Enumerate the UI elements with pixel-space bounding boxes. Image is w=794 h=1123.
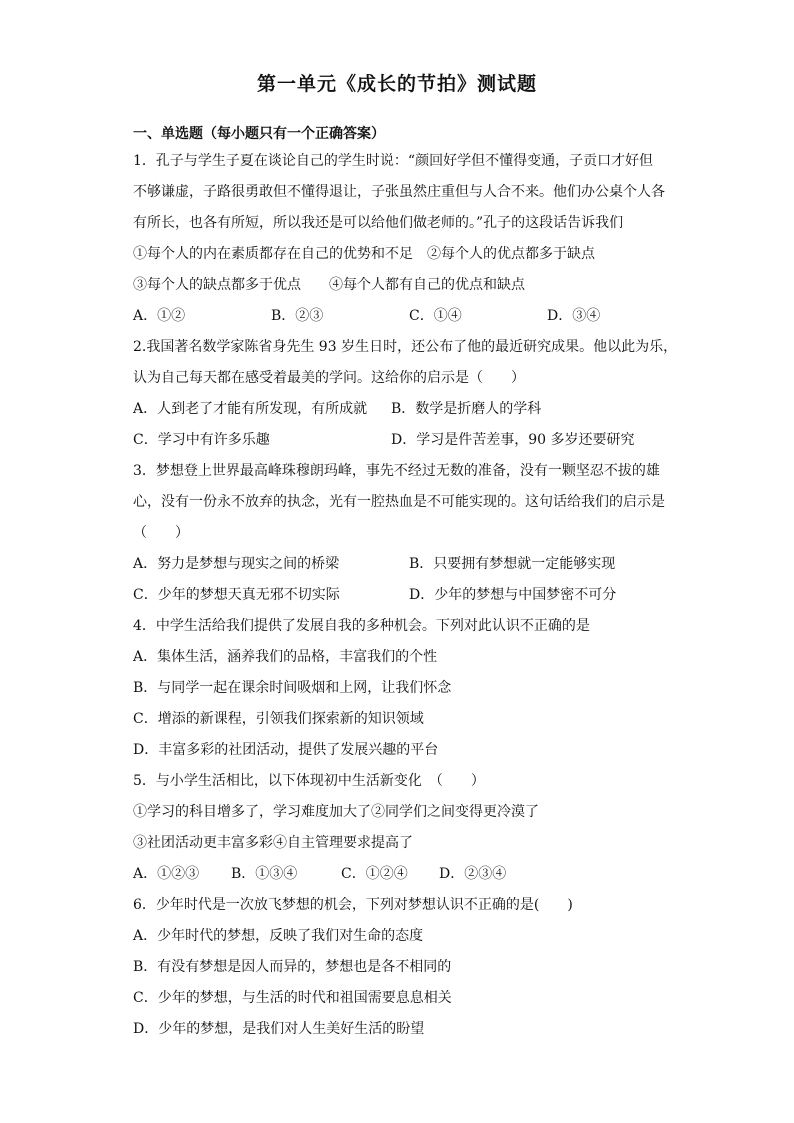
option-d: D．②③④ xyxy=(439,866,507,882)
question-list xyxy=(133,146,678,1045)
option-b: B．①③④ xyxy=(231,866,298,882)
option-a: A．努力是梦想与现实之间的桥梁 xyxy=(133,556,340,572)
question-3-line-2: 心，没有一份永不放弃的执念，光有一腔热血是不可能实现的。这句话给我们的启示是 xyxy=(133,494,665,510)
question-1-line-2: 不够谦虚，子路很勇敢但不懂得退让，子张虽然庄重但与人合不来。他们办公桌个人各 xyxy=(133,184,665,200)
option-a: A．①②③ xyxy=(133,866,200,882)
question-6-line-1: 6．少年时代是一次放飞梦想的机会，下列对梦想认识不正确的是( ) xyxy=(133,897,573,913)
option-a: A．少年时代的梦想，反映了我们对生命的态度 xyxy=(133,928,424,944)
question-1-options xyxy=(133,301,673,332)
option-b: B．②③ xyxy=(271,308,324,324)
question-1-line-1: 1．孔子与学生子夏在谈论自己的学生时说：“颜回好学但不懂得变通，子贡口才好但 xyxy=(133,153,654,169)
option-b: B．与同学一起在课余时间吸烟和上网，让我们怀念 xyxy=(133,680,452,696)
option-d: D．少年的梦想与中国梦密不可分 xyxy=(409,587,617,603)
question-3-line-3: （ ） xyxy=(133,525,189,541)
option-c: C．①②④ xyxy=(341,866,408,882)
option-a: A．①② xyxy=(133,308,186,324)
option-d: D．丰富多彩的社团活动，提供了发展兴趣的平台 xyxy=(133,742,439,758)
option-c: C．增添的新课程，引领我们探索新的知识领域 xyxy=(133,711,424,727)
question-2-line-2: 认为自己每天都在感受着最美的学问。这给你的启示是（ ） xyxy=(133,370,525,386)
question-2-options-cd xyxy=(133,425,673,456)
question-5-statement-1: ①学习的科目增多了，学习难度加大了②同学们之间变得更冷漠了 xyxy=(133,804,539,820)
option-c: C．①④ xyxy=(409,308,462,324)
option-b: B．有没有梦想是因人而异的，梦想也是各不相同的 xyxy=(133,959,452,975)
question-5-line-1: 5．与小学生活相比，以下体现初中生活新变化 （ ） xyxy=(133,773,485,789)
question-5-statement-2: ③社团活动更丰富多彩④自主管理要求提高了 xyxy=(133,835,413,851)
question-1-statement-2: ③每个人的缺点都多于优点 ④每个人都有自己的优点和缺点 xyxy=(133,277,525,293)
question-3-options-ab xyxy=(133,549,673,580)
question-3-options-cd xyxy=(133,580,673,611)
section-heading: 一、单选题（每小题只有一个正确答案） xyxy=(133,126,385,142)
question-2-options-ab xyxy=(133,394,673,425)
option-b: B．数学是折磨人的学科 xyxy=(391,401,542,417)
question-3-line-1: 3．梦想登上世界最高峰珠穆朗玛峰，事先不经过无数的准备，没有一颗坚忍不拔的雄 xyxy=(133,463,660,479)
question-1-line-3: 有所长，也各有所短，所以我还是可以给他们做老师的。”孔子的这段话告诉我们 xyxy=(133,215,624,231)
question-2-line-1: 2.我国著名数学家陈省身先生 93 岁生日时，还公布了他的最近研究成果。他以此为乐， xyxy=(133,339,678,355)
question-4-line-1: 4．中学生活给我们提供了发展自我的多种机会。下列对此认识不正确的是 xyxy=(133,618,590,634)
option-c: C．学习中有许多乐趣 xyxy=(133,432,270,448)
option-b: B．只要拥有梦想就一定能够实现 xyxy=(409,556,616,572)
option-c: C．少年的梦想天真无邪不切实际 xyxy=(133,587,340,603)
option-d: D．③④ xyxy=(547,308,601,324)
option-d: D．少年的梦想，是我们对人生美好生活的盼望 xyxy=(133,1021,425,1037)
option-a: A．人到老了才能有所发现，有所成就 xyxy=(133,401,368,417)
question-1-statement-1: ①每个人的内在素质都存在自己的优势和不足 ②每个人的优点都多于缺点 xyxy=(133,246,595,262)
option-a: A．集体生活，涵养我们的品格，丰富我们的个性 xyxy=(133,649,438,665)
option-d: D．学习是件苦差事，90 多岁还要研究 xyxy=(391,432,635,448)
question-5-options xyxy=(133,859,673,890)
option-c: C．少年的梦想，与生活的时代和祖国需要息息相关 xyxy=(133,990,452,1006)
page-title: 第一单元《成长的节拍》测试题 xyxy=(256,73,537,95)
